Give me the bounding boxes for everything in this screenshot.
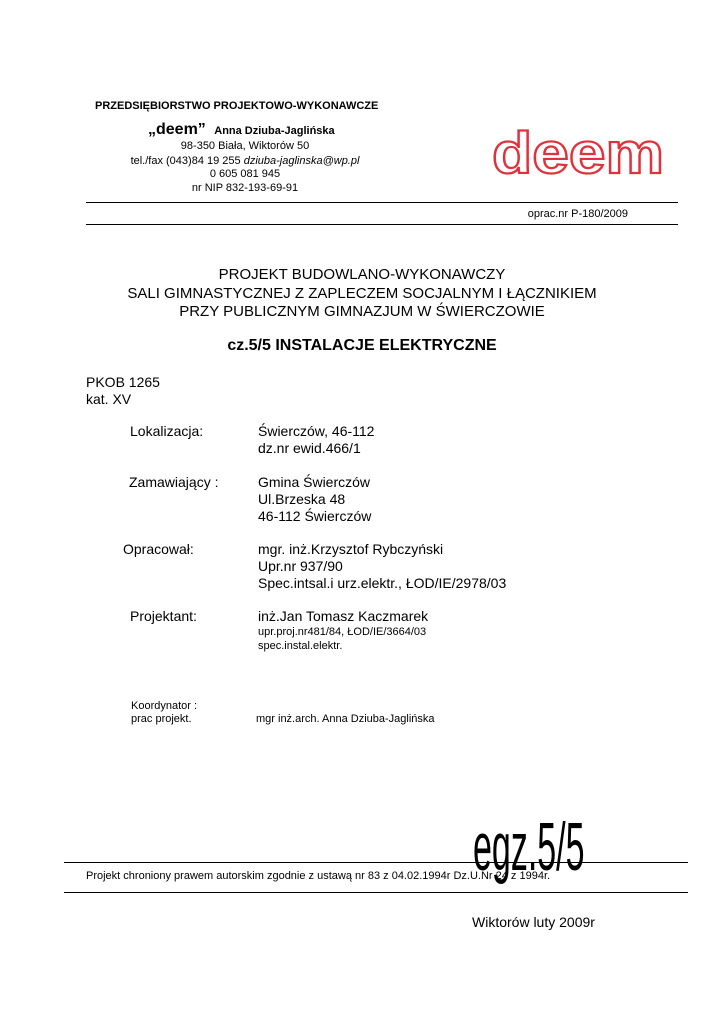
project-title-line: SALI GIMNASTYCZNEJ Z ZAPLECZEM SOCJALNYM I ŁĄCZNIKIEM bbox=[127, 284, 597, 302]
prepared-line: mgr. inż.Krzysztof Rybczyński bbox=[258, 541, 444, 557]
location-label: Lokalizacja: bbox=[130, 423, 204, 439]
prepared-line: Spec.intsal.i urz.elektr., ŁOD/IE/2978/03 bbox=[258, 575, 507, 591]
client-value bbox=[258, 474, 371, 525]
deem-logo-graphic bbox=[490, 126, 670, 184]
header-divider-bottom bbox=[86, 224, 678, 225]
brand-name: „deem” bbox=[148, 121, 206, 138]
designer-details bbox=[258, 625, 426, 653]
owner-name: Anna Dziuba-Jaglińska bbox=[214, 125, 335, 137]
email-address: dziuba-jaglinska@wp.pl bbox=[243, 155, 360, 167]
coordinator-label bbox=[131, 700, 197, 726]
prepared-line: Upr.nr 937/90 bbox=[258, 558, 343, 574]
location-value bbox=[258, 423, 374, 457]
coordinator-name: mgr inż.arch. Anna Dziuba-Jaglińska bbox=[256, 713, 435, 725]
classification bbox=[86, 374, 160, 408]
client-line: 46-112 Świerczów bbox=[258, 508, 372, 524]
project-title-line: PRZY PUBLICZNYM GIMNAZJUM W ŚWIERCZOWIE bbox=[179, 303, 545, 320]
nip-number: nr NIP 832-193-69-91 bbox=[191, 182, 299, 194]
part-title: cz.5/5 INSTALACJE ELEKTRYCZNE bbox=[227, 337, 497, 354]
client-label: Zamawiający : bbox=[129, 474, 219, 490]
mobile-number: 0 605 081 945 bbox=[209, 168, 281, 180]
deem-logo bbox=[490, 126, 670, 189]
header-divider-top bbox=[86, 202, 678, 203]
prepared-value bbox=[258, 541, 506, 592]
designer-label: Projektant: bbox=[130, 608, 197, 624]
phone-fax: tel./fax (043)84 19 255 bbox=[130, 155, 241, 167]
location-line: dz.nr ewid.466/1 bbox=[258, 440, 361, 456]
pkob-code: PKOB 1265 bbox=[86, 374, 160, 390]
category: kat. XV bbox=[86, 391, 132, 407]
designer-detail-line: spec.instal.elektr. bbox=[258, 640, 343, 652]
company-address: 98-350 Biała, Wiktorów 50 bbox=[180, 140, 310, 152]
company-heading: PRZEDSIĘBIORSTWO PROJEKTOWO-WYKONAWCZE bbox=[95, 100, 379, 112]
client-line: Ul.Brzeska 48 bbox=[258, 491, 346, 507]
designer-name: inż.Jan Tomasz Kaczmarek bbox=[258, 608, 429, 624]
coordinator-label-line: Koordynator : bbox=[131, 700, 198, 712]
copy-number: egz.5/5 bbox=[473, 809, 585, 885]
copyright-notice: Projekt chroniony prawem autorskim zgodnie z ustawą nr 83 z 04.02.1994r Dz.U.Nr 24 z 1994r. bbox=[86, 870, 551, 882]
reference-number: oprac.nr P-180/2009 bbox=[527, 208, 628, 220]
designer-detail-line: upr.proj.nr481/84, ŁOD/IE/3664/03 bbox=[258, 626, 427, 638]
footer-divider-bottom bbox=[64, 892, 688, 893]
location-line: Świerczów, 46-112 bbox=[258, 423, 375, 439]
brand-line bbox=[148, 121, 335, 139]
project-title-line: PROJEKT BUDOWLANO-WYKONAWCZY bbox=[218, 266, 506, 283]
client-line: Gmina Świerczów bbox=[258, 474, 371, 490]
prepared-label: Opracował: bbox=[123, 541, 194, 557]
project-title bbox=[0, 266, 724, 322]
place-date: Wiktorów luty 2009r bbox=[472, 914, 595, 930]
coordinator-label-line: prac projekt. bbox=[131, 713, 192, 725]
contact-line bbox=[95, 155, 395, 167]
logo-text: deem bbox=[492, 126, 664, 184]
footer-divider-top bbox=[64, 862, 688, 863]
